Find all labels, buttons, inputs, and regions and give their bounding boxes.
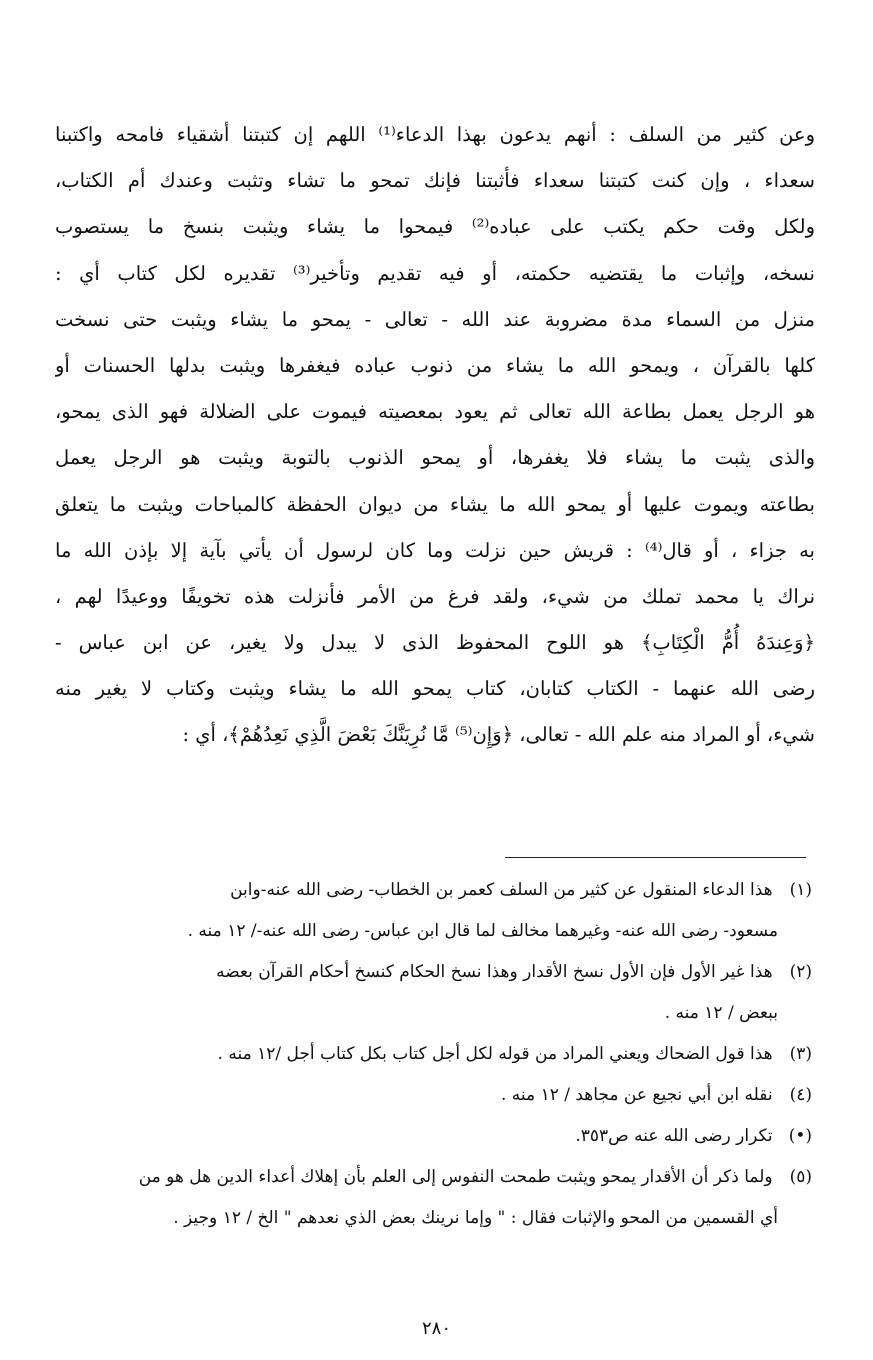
footnote-text: هذا قول الضحاك ويعني المراد من قوله لكل أجل كتاب بكل كتاب أجل /١٢ منه . <box>217 1044 773 1064</box>
footnote <box>50 1116 812 1157</box>
body-line: سعداء ، وإن كنت كتبتنا سعداء فأثبتنا فإنك تمحو ما تشاء وتثبت وعندك أم الكتاب، <box>55 169 815 193</box>
footnote-text: هذا الدعاء المنقول عن كثير من السلف كعمر بن الخطاب- رضى الله عنه-وابن <box>230 880 773 900</box>
footnote <box>50 1034 812 1075</box>
footnote-text: ببعض / ١٢ منه . <box>664 1003 778 1023</box>
body-text <box>55 112 815 759</box>
body-line: والذى يثبت ما يشاء فلا يغفرها، أو يمحو الذنوب بالتوبة ويثبت هو الرجل يعمل <box>55 446 815 470</box>
body-line: وعن كثير من السلف : أنهم يدعون بهذا الدعاء⁽¹⁾ اللهم إن كتبتنا أشقياء فامحه واكتبنا <box>55 123 815 146</box>
body-line: ولكل وقت حكم يكتب على عباده⁽²⁾ فيمحوا ما يشاء ويثبت بنسخ ما يستصوب <box>55 215 815 239</box>
footnote-number: (٣) <box>789 1044 812 1064</box>
body-line: كلها بالقرآن ، ويمحو الله ما يشاء من ذنوب عباده فيغفرها ويثبت بدلها الحسنات أو <box>55 353 815 377</box>
footnote-number: (١) <box>789 880 812 900</box>
footnote-text: تكرار رضى الله عنه ص٣٥٣. <box>575 1126 773 1146</box>
footnote-text: هذا غير الأول فإن الأول نسخ الأقدار وهذا نسخ الحكام كنسخ أحكام القرآن بعضه <box>216 962 773 982</box>
footnote-number: (٥) <box>789 1167 812 1187</box>
body-line: نسخه، وإثبات ما يقتضيه حكمته، أو فيه تقديم وتأخير⁽³⁾ تقديره لكل كتاب أي : <box>55 261 815 285</box>
body-line: منزل من السماء مدة مضروبة عند الله - تعالى - يمحو ما يشاء ويثبت حتى نسخت <box>55 307 815 331</box>
body-line: به جزاء ، أو قال⁽⁴⁾ : قريش حين نزلت وما كان لرسول أن يأتي بآية إلا بإذن الله ما <box>55 538 815 562</box>
body-line: هو الرجل يعمل بطاعة الله تعالى ثم يعود بمعصيته فيموت على الضلالة فهو الذى يمحو، <box>55 400 815 424</box>
footnote-text: أي القسمين من المحو والإثبات فقال : " وإما نرينك بعض الذي نعدهم " الخ / ١٢ وجيز . <box>173 1208 778 1228</box>
body-line: ﴿وَعِندَهُ أُمُّ الْكِتَابِ﴾ هو اللوح المحفوظ الذى لا يبدل ولا يغير، عن ابن عباس - <box>55 631 815 655</box>
footnote-text: مسعود- رضى الله عنه- وغيرهما مخالف لما قال ابن عباس- رضى الله عنه-/ ١٢ منه . <box>187 921 778 941</box>
page-number: ٢٨٠ <box>421 1318 451 1339</box>
footnote <box>50 870 812 952</box>
footnotes <box>50 870 812 1239</box>
body-line: رضى الله عنهما - الكتاب كتابان، كتاب يمحو الله ما يشاء ويثبت وكتاب لا يغير منه <box>55 677 815 701</box>
footnote-number: (•) <box>788 1126 812 1146</box>
footnote <box>50 952 812 1034</box>
footnote <box>50 1075 812 1116</box>
footnote <box>50 1157 812 1239</box>
footnote-separator <box>505 857 806 858</box>
footnote-text: ولما ذكر أن الأقدار يمحو ويثبت طمحت النفوس إلى العلم بأن إهلاك أعداء الدين هل هو من <box>138 1167 773 1187</box>
footnote-text: نقله ابن أبي نجيع عن مجاهد / ١٢ منه . <box>501 1085 773 1105</box>
body-line: نراك يا محمد تملك من شيء، ولقد فرغ من الأمر فأنزلت هذه تخويفًا ووعيدًا لهم ، <box>55 584 815 608</box>
body-line: بطاعته ويموت عليها أو يمحو الله ما يشاء من ديوان الحفظة كالمباحات ويثبت ما يتعلق <box>55 492 815 516</box>
footnote-number: (٤) <box>789 1085 812 1105</box>
footnote-number: (٢) <box>789 962 812 982</box>
body-line: شيء، أو المراد منه علم الله - تعالى، ﴿وَإِن⁽⁵⁾ مَّا نُرِيَنَّكَ بَعْضَ الَّذِي نَعِدُهُمْ﴾، أي : <box>182 723 815 747</box>
